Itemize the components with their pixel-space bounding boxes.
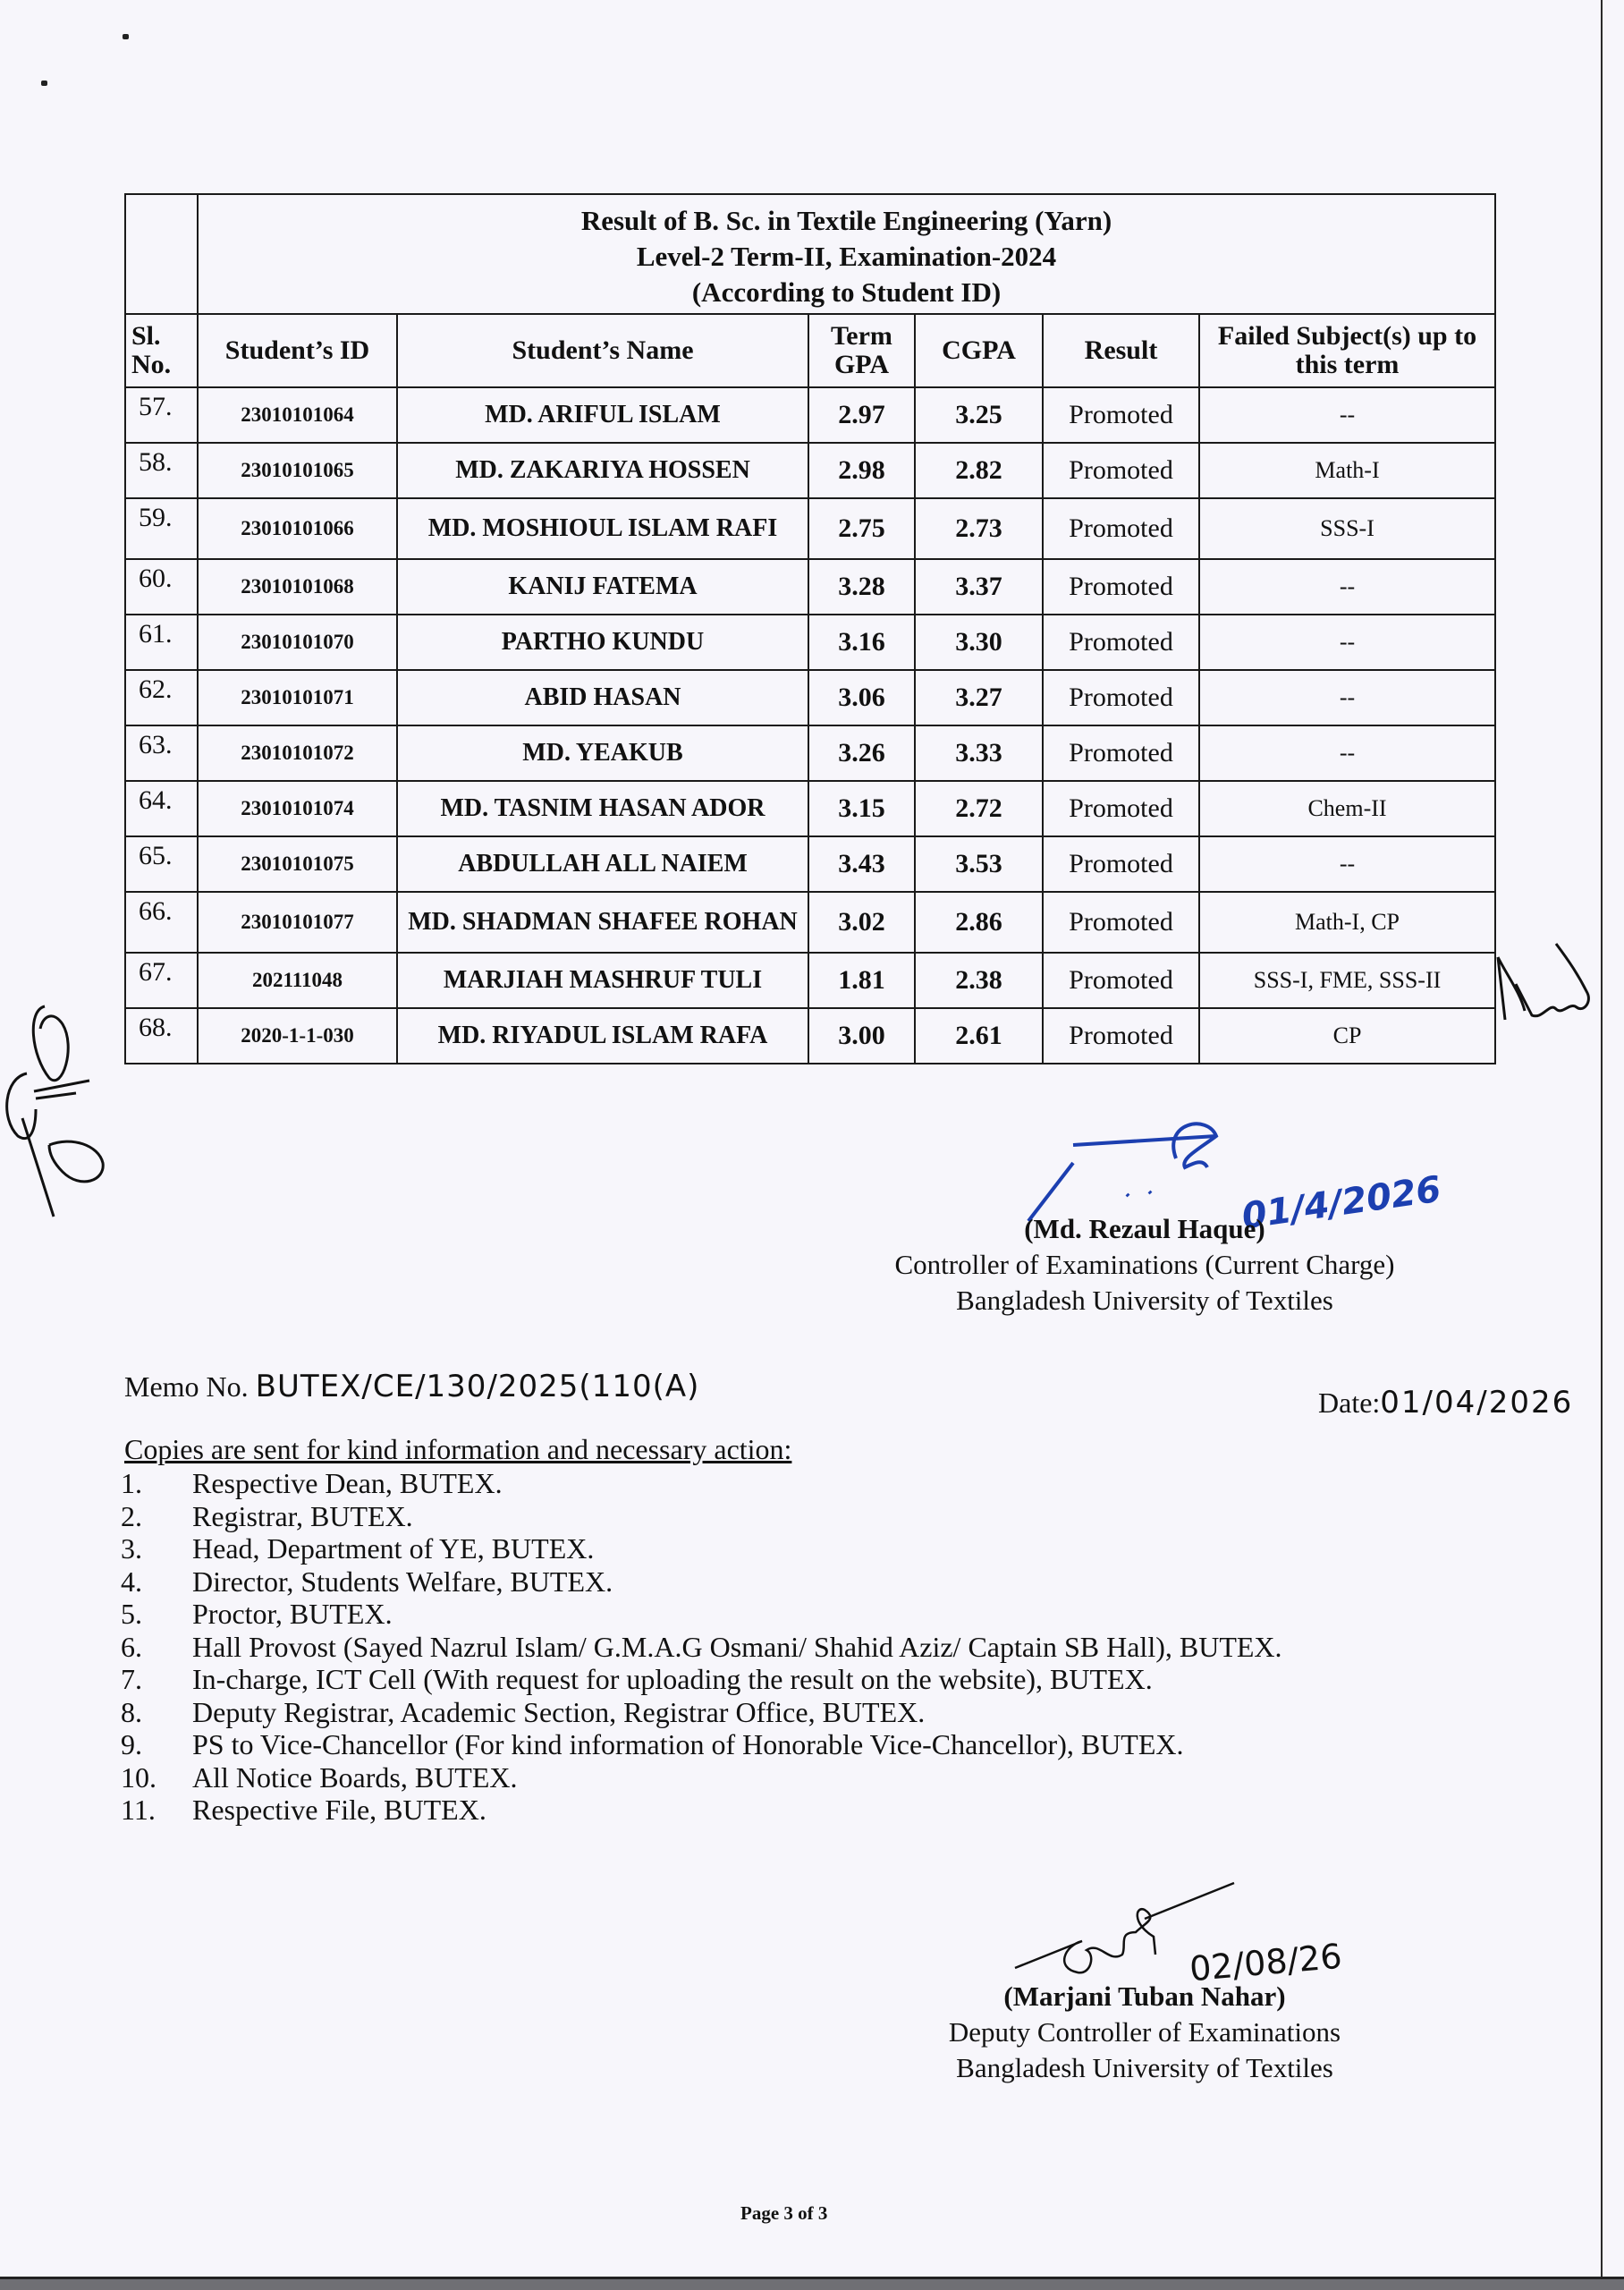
deputy-designation: Deputy Controller of Examinations bbox=[948, 2016, 1341, 2048]
cell-result: Promoted bbox=[1043, 725, 1199, 781]
copy-text: Head, Department of YE, BUTEX. bbox=[192, 1532, 595, 1565]
cell-term-gpa: 3.06 bbox=[808, 670, 915, 725]
cell-sl-no: 58. bbox=[125, 443, 198, 498]
cell-term-gpa: 3.43 bbox=[808, 836, 915, 892]
cell-student-id: 23010101065 bbox=[198, 443, 397, 498]
cell-cgpa: 3.53 bbox=[915, 836, 1043, 892]
copy-number: 6. bbox=[121, 1630, 142, 1663]
controller-designation: Controller of Examinations (Current Charge) bbox=[894, 1249, 1395, 1280]
cell-term-gpa: 3.02 bbox=[808, 892, 915, 953]
date-label: Date: bbox=[1318, 1387, 1381, 1419]
cell-term-gpa: 3.00 bbox=[808, 1008, 915, 1064]
cell-failed-subjects: SSS-I bbox=[1199, 498, 1495, 559]
cell-sl-no: 59. bbox=[125, 498, 198, 559]
cell-cgpa: 2.72 bbox=[915, 781, 1043, 836]
cell-failed-subjects: -- bbox=[1199, 836, 1495, 892]
copy-text: Registrar, BUTEX. bbox=[192, 1499, 413, 1532]
margin-signature-right bbox=[1480, 939, 1596, 1038]
cell-student-id: 23010101077 bbox=[198, 892, 397, 953]
title-line-2: Level-2 Term-II, Examination-2024 bbox=[636, 241, 1057, 272]
page-number: Page 3 of 3 bbox=[740, 2202, 828, 2224]
table-header-row bbox=[125, 314, 1495, 387]
cell-failed-subjects: Math-I bbox=[1199, 443, 1495, 498]
cell-student-name: MD. MOSHIOUL ISLAM RAFI bbox=[397, 498, 808, 559]
cell-failed-subjects: -- bbox=[1199, 559, 1495, 615]
copy-number: 5. bbox=[121, 1598, 142, 1630]
cell-cgpa: 3.37 bbox=[915, 559, 1043, 615]
header-failed-subjects: Failed Subject(s) up to this term bbox=[1199, 314, 1495, 387]
cell-sl-no: 61. bbox=[125, 615, 198, 670]
header-cgpa: CGPA bbox=[915, 314, 1043, 387]
copy-text: Deputy Registrar, Academic Section, Registrar Office, BUTEX. bbox=[192, 1695, 926, 1728]
cell-result: Promoted bbox=[1043, 836, 1199, 892]
cell-student-name: MD. TASNIM HASAN ADOR bbox=[397, 781, 808, 836]
table-body bbox=[125, 387, 1495, 1064]
header-result: Result bbox=[1043, 314, 1199, 387]
cell-student-id: 23010101066 bbox=[198, 498, 397, 559]
cell-student-name: MD. ZAKARIYA HOSSEN bbox=[397, 443, 808, 498]
table-row bbox=[125, 953, 1495, 1008]
copy-text: PS to Vice-Chancellor (For kind information of Honorable Vice-Chancellor), BUTEX. bbox=[192, 1728, 1184, 1760]
cell-cgpa: 3.27 bbox=[915, 670, 1043, 725]
cell-sl-no: 60. bbox=[125, 559, 198, 615]
cell-student-id: 23010101070 bbox=[198, 615, 397, 670]
copy-text: Respective File, BUTEX. bbox=[192, 1794, 486, 1826]
copy-number: 2. bbox=[121, 1499, 142, 1532]
copy-text: In-charge, ICT Cell (With request for uploading the result on the website), BUTEX. bbox=[192, 1663, 1153, 1695]
copy-number: 4. bbox=[121, 1565, 142, 1598]
cell-term-gpa: 2.97 bbox=[808, 387, 915, 443]
cell-sl-no: 64. bbox=[125, 781, 198, 836]
scan-speck bbox=[41, 81, 47, 86]
cell-sl-no: 68. bbox=[125, 1008, 198, 1064]
cell-result: Promoted bbox=[1043, 953, 1199, 1008]
copy-number: 10. bbox=[121, 1760, 156, 1794]
copy-recipient bbox=[121, 1794, 1282, 1827]
cell-term-gpa: 3.15 bbox=[808, 781, 915, 836]
copy-recipient bbox=[121, 1565, 1282, 1599]
results-table bbox=[124, 193, 1496, 1064]
cell-cgpa: 2.82 bbox=[915, 443, 1043, 498]
copies-list bbox=[121, 1467, 1282, 1827]
cell-cgpa: 3.33 bbox=[915, 725, 1043, 781]
copy-number: 3. bbox=[121, 1532, 142, 1565]
table-title-row bbox=[125, 194, 1495, 314]
deputy-name: (Marjani Tuban Nahar) bbox=[1003, 1980, 1286, 2012]
cell-failed-subjects: Math-I, CP bbox=[1199, 892, 1495, 953]
copy-recipient bbox=[121, 1467, 1282, 1500]
header-sl-no: Sl. No. bbox=[125, 314, 198, 387]
cell-student-name: MD. YEAKUB bbox=[397, 725, 808, 781]
cell-failed-subjects: -- bbox=[1199, 670, 1495, 725]
cell-result: Promoted bbox=[1043, 670, 1199, 725]
header-term-gpa: Term GPA bbox=[808, 314, 915, 387]
cell-student-id: 202111048 bbox=[198, 953, 397, 1008]
cell-term-gpa: 1.81 bbox=[808, 953, 915, 1008]
scan-bottom-edge bbox=[0, 2277, 1624, 2290]
table-row bbox=[125, 725, 1495, 781]
cell-student-name: MARJIAH MASHRUF TULI bbox=[397, 953, 808, 1008]
copy-number: 1. bbox=[121, 1467, 142, 1499]
cell-student-name: MD. RIYADUL ISLAM RAFA bbox=[397, 1008, 808, 1064]
deputy-signed-date: 02/08/26 bbox=[1188, 1936, 1344, 1989]
copy-recipient bbox=[121, 1532, 1282, 1565]
cell-student-name: PARTHO KUNDU bbox=[397, 615, 808, 670]
memo-label: Memo No. bbox=[124, 1370, 249, 1403]
cell-failed-subjects: SSS-I, FME, SSS-II bbox=[1199, 953, 1495, 1008]
cell-sl-no: 57. bbox=[125, 387, 198, 443]
copy-recipient bbox=[121, 1500, 1282, 1533]
cell-cgpa: 3.25 bbox=[915, 387, 1043, 443]
margin-signature-left bbox=[0, 993, 125, 1226]
copy-recipient bbox=[121, 1663, 1282, 1696]
controller-institution: Bangladesh University of Textiles bbox=[956, 1285, 1333, 1316]
cell-student-name: ABID HASAN bbox=[397, 670, 808, 725]
copy-text: Hall Provost (Sayed Nazrul Islam/ G.M.A.G Osmani/ Shahid Aziz/ Captain SB Hall), BUTEX. bbox=[192, 1630, 1282, 1663]
cell-student-name: KANIJ FATEMA bbox=[397, 559, 808, 615]
copy-number: 7. bbox=[121, 1663, 142, 1695]
cell-failed-subjects: CP bbox=[1199, 1008, 1495, 1064]
title-line-3: (According to Student ID) bbox=[691, 276, 1002, 308]
table-title bbox=[198, 194, 1495, 314]
cell-result: Promoted bbox=[1043, 387, 1199, 443]
cell-student-id: 2020-1-1-030 bbox=[198, 1008, 397, 1064]
copy-text: Proctor, BUTEX. bbox=[192, 1598, 393, 1630]
controller-name: (Md. Rezaul Haque) bbox=[1024, 1213, 1265, 1244]
cell-result: Promoted bbox=[1043, 892, 1199, 953]
title-line-1: Result of B. Sc. in Textile Engineering (Yarn) bbox=[580, 205, 1112, 236]
cell-sl-no: 67. bbox=[125, 953, 198, 1008]
blank-corner-cell bbox=[125, 194, 198, 314]
cell-term-gpa: 3.26 bbox=[808, 725, 915, 781]
cell-result: Promoted bbox=[1043, 443, 1199, 498]
copies-heading: Copies are sent for kind information and necessary action: bbox=[124, 1433, 792, 1465]
cell-student-name: MD. ARIFUL ISLAM bbox=[397, 387, 808, 443]
copy-text: Director, Students Welfare, BUTEX. bbox=[192, 1565, 613, 1598]
table-row bbox=[125, 443, 1495, 498]
table-row bbox=[125, 1008, 1495, 1064]
cell-term-gpa: 2.98 bbox=[808, 443, 915, 498]
cell-student-id: 23010101068 bbox=[198, 559, 397, 615]
cell-student-id: 23010101064 bbox=[198, 387, 397, 443]
cell-student-id: 23010101071 bbox=[198, 670, 397, 725]
cell-cgpa: 2.38 bbox=[915, 953, 1043, 1008]
table-row bbox=[125, 892, 1495, 953]
cell-student-name: ABDULLAH ALL NAIEM bbox=[397, 836, 808, 892]
cell-cgpa: 2.61 bbox=[915, 1008, 1043, 1064]
controller-signature-block bbox=[859, 1211, 1431, 1319]
cell-student-id: 23010101072 bbox=[198, 725, 397, 781]
memo-date-line bbox=[1318, 1385, 1573, 1421]
copy-text: All Notice Boards, BUTEX. bbox=[192, 1760, 518, 1794]
copy-text: Respective Dean, BUTEX. bbox=[192, 1467, 503, 1499]
cell-result: Promoted bbox=[1043, 615, 1199, 670]
page-edge bbox=[1601, 0, 1603, 2290]
copy-recipient bbox=[121, 1728, 1282, 1761]
cell-result: Promoted bbox=[1043, 498, 1199, 559]
cell-failed-subjects: -- bbox=[1199, 725, 1495, 781]
cell-result: Promoted bbox=[1043, 1008, 1199, 1064]
table-row bbox=[125, 615, 1495, 670]
table-row bbox=[125, 498, 1495, 559]
cell-cgpa: 2.86 bbox=[915, 892, 1043, 953]
cell-failed-subjects: -- bbox=[1199, 615, 1495, 670]
memo-number: BUTEX/CE/130/2025(110(A) bbox=[255, 1369, 700, 1404]
cell-result: Promoted bbox=[1043, 559, 1199, 615]
header-student-name: Student’s Name bbox=[397, 314, 808, 387]
cell-sl-no: 62. bbox=[125, 670, 198, 725]
table-row bbox=[125, 781, 1495, 836]
copy-number: 9. bbox=[121, 1728, 142, 1760]
copy-recipient bbox=[121, 1696, 1282, 1729]
memo-date: 01/04/2026 bbox=[1380, 1385, 1574, 1421]
copy-recipient bbox=[121, 1631, 1282, 1664]
cell-student-id: 23010101074 bbox=[198, 781, 397, 836]
deputy-institution: Bangladesh University of Textiles bbox=[956, 2052, 1333, 2083]
cell-failed-subjects: Chem-II bbox=[1199, 781, 1495, 836]
cell-result: Promoted bbox=[1043, 781, 1199, 836]
cell-cgpa: 3.30 bbox=[915, 615, 1043, 670]
memo-line bbox=[124, 1369, 699, 1404]
cell-sl-no: 65. bbox=[125, 836, 198, 892]
cell-term-gpa: 3.28 bbox=[808, 559, 915, 615]
copy-recipient bbox=[121, 1598, 1282, 1631]
scan-speck bbox=[123, 34, 129, 39]
table-row bbox=[125, 836, 1495, 892]
copy-recipient bbox=[121, 1761, 1282, 1794]
cell-term-gpa: 3.16 bbox=[808, 615, 915, 670]
controller-signed-date: 01/4/2026 bbox=[1239, 1168, 1444, 1238]
copy-number: 11. bbox=[121, 1794, 156, 1826]
cell-failed-subjects: -- bbox=[1199, 387, 1495, 443]
table-row bbox=[125, 387, 1495, 443]
table-row bbox=[125, 559, 1495, 615]
copy-number: 8. bbox=[121, 1695, 142, 1728]
cell-student-name: MD. SHADMAN SHAFEE ROHAN bbox=[397, 892, 808, 953]
cell-term-gpa: 2.75 bbox=[808, 498, 915, 559]
cell-student-id: 23010101075 bbox=[198, 836, 397, 892]
cell-cgpa: 2.73 bbox=[915, 498, 1043, 559]
cell-sl-no: 66. bbox=[125, 892, 198, 953]
deputy-signature-block bbox=[894, 1979, 1395, 2086]
table-row bbox=[125, 670, 1495, 725]
header-student-id: Student’s ID bbox=[198, 314, 397, 387]
cell-sl-no: 63. bbox=[125, 725, 198, 781]
